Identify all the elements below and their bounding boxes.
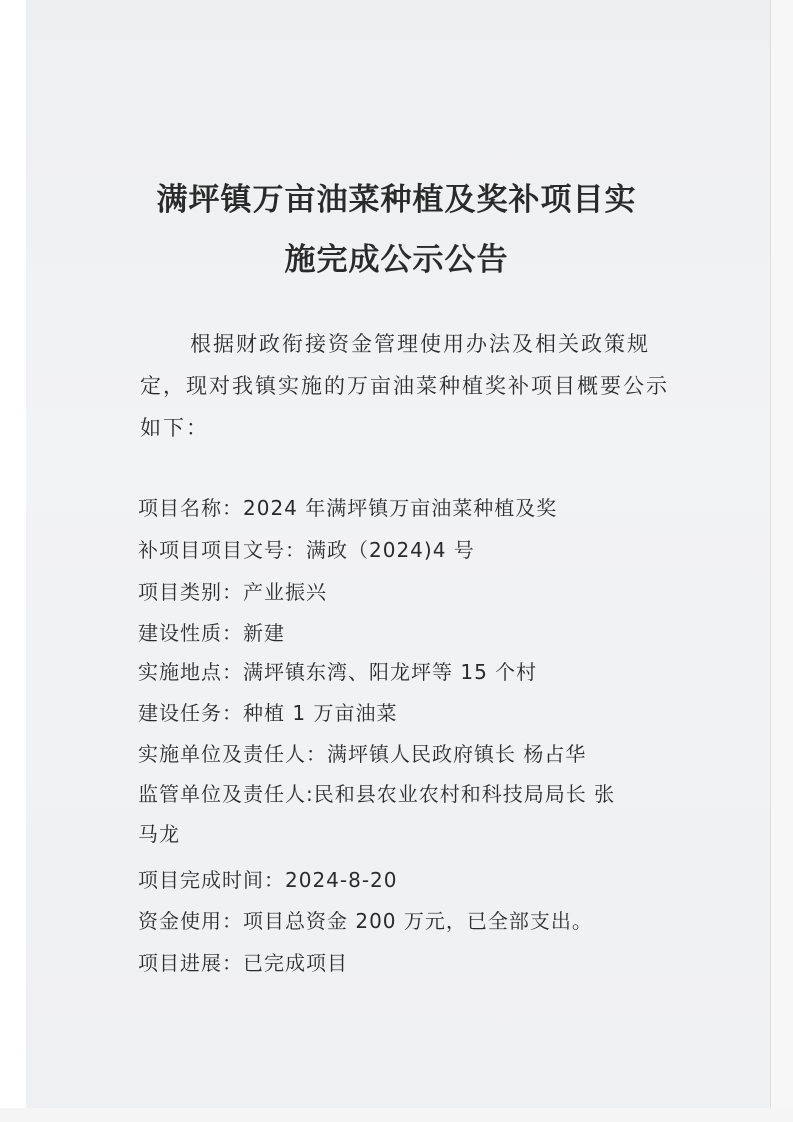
detail-construction-nature: 建设性质：新建	[138, 621, 285, 645]
detail-implementing-unit: 实施单位及责任人：满坪镇人民政府镇长 杨占华	[138, 742, 587, 766]
detail-supervising-unit: 监管单位及责任人:民和县农业农村和科技局局长 张	[138, 782, 616, 806]
detail-project-name: 项目名称：2024 年满坪镇万亩油菜种植及奖	[138, 496, 558, 520]
detail-location: 实施地点：满坪镇东湾、阳龙坪等 15 个村	[138, 660, 538, 684]
intro-line-2: 定，现对我镇实施的万亩油菜种植奖补项目概要公示	[140, 374, 669, 398]
detail-completion-time: 项目完成时间：2024-8-20	[138, 868, 398, 892]
notice-title-line-1: 满坪镇万亩油菜种植及奖补项目实	[156, 182, 637, 218]
intro-line-3: 如下：	[140, 416, 209, 440]
notice-title-line-2: 施完成公示公告	[284, 242, 509, 278]
intro-line-1: 根据财政衔接资金管理使用办法及相关政策规	[190, 332, 650, 356]
detail-construction-task: 建设任务：种植 1 万亩油菜	[138, 701, 398, 725]
detail-progress: 项目进展：已完成项目	[138, 951, 348, 975]
page-edge	[770, 0, 793, 1122]
detail-project-doc-number: 补项目项目文号：满政（2024)4 号	[138, 538, 475, 562]
detail-project-category: 项目类别：产业振兴	[138, 580, 327, 604]
page-bottom-edge	[0, 1108, 793, 1122]
detail-fund-usage: 资金使用：项目总资金 200 万元，已全部支出。	[138, 909, 593, 933]
detail-supervising-unit-cont: 马龙	[138, 822, 180, 846]
